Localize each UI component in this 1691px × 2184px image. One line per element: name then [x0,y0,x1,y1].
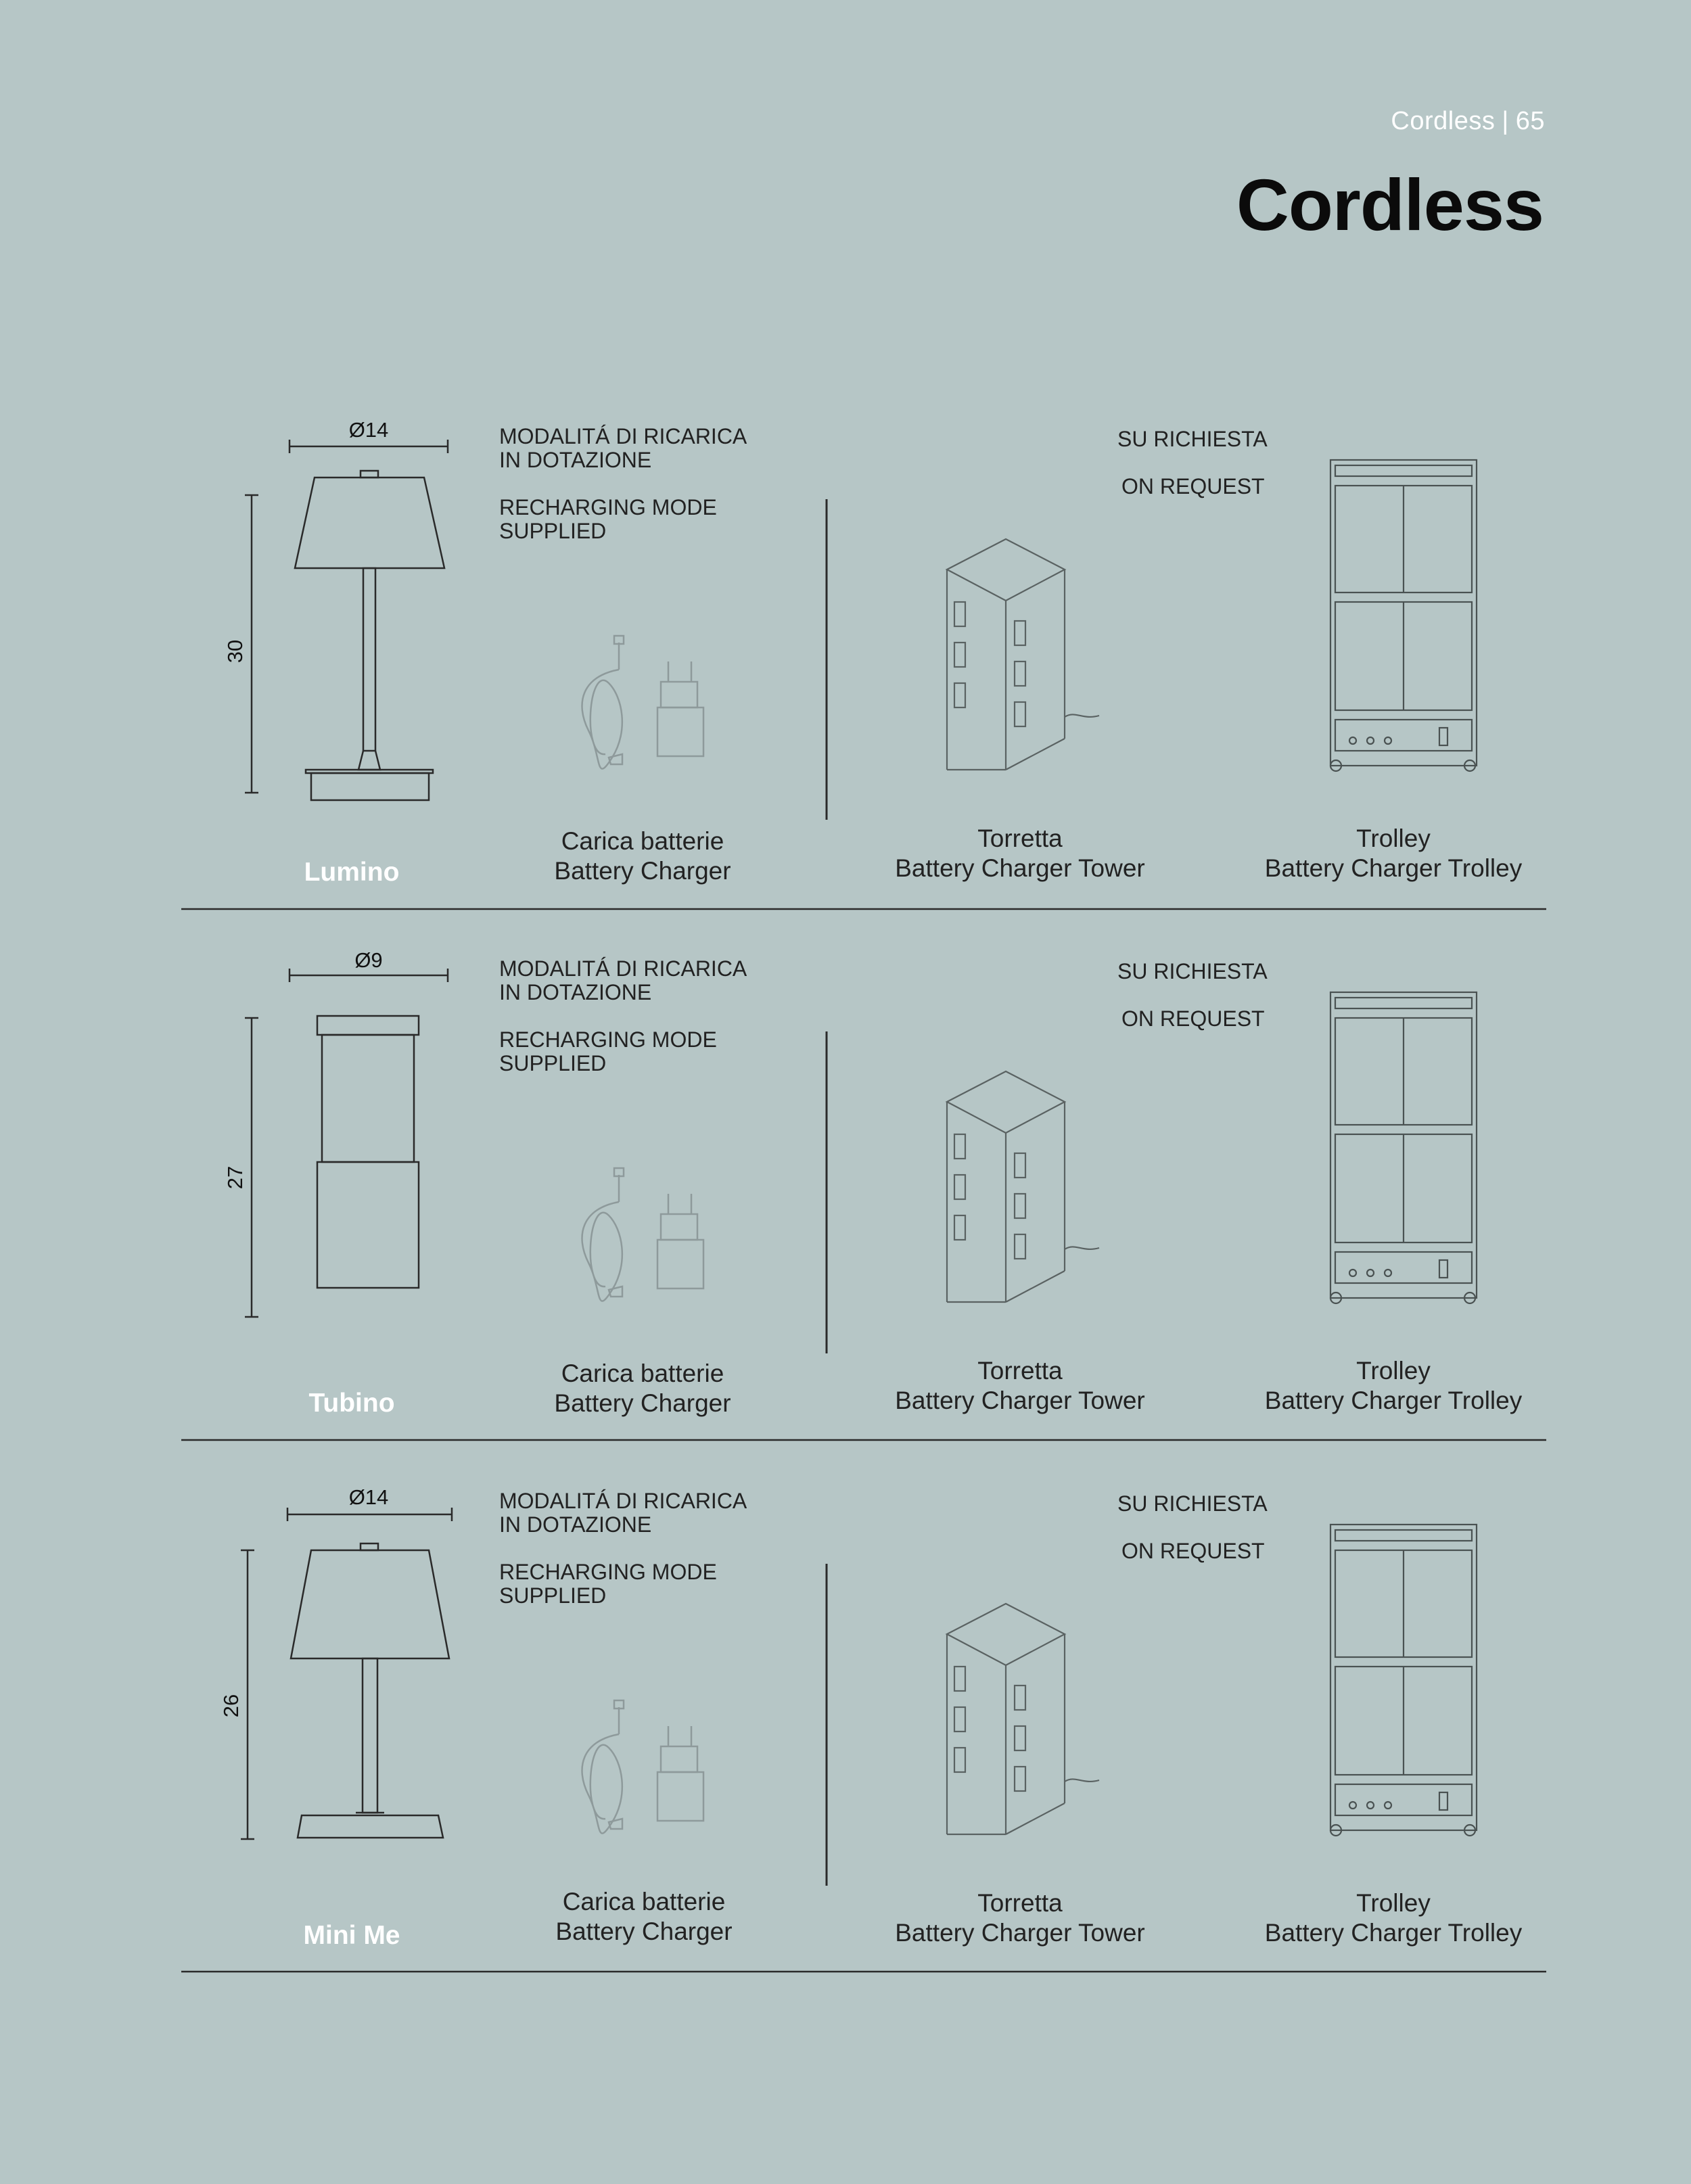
product-row-mini-me [0,1443,1691,1978]
row-rule-wrap [0,911,1691,1445]
supplied-it-line2: IN DOTAZIONE [499,1512,652,1537]
page-number: 65 [1515,107,1545,135]
diameter-label: Ø14 [348,418,389,442]
request-label-en: ON REQUEST [1121,1539,1265,1563]
row-rule-wrap [0,379,1691,913]
tower-caption-en: Battery Charger Tower [895,1919,1145,1947]
tower-caption-it: Torretta [977,1889,1063,1917]
page-title: Cordless [1236,164,1544,246]
height-label: 26 [219,1694,243,1718]
supplied-en-line2: SUPPLIED [499,1051,607,1075]
height-label: 30 [223,639,247,664]
charger-caption-en: Battery Charger [554,1389,731,1417]
tower-caption-en: Battery Charger Tower [895,1387,1145,1414]
diameter-label: Ø14 [348,1485,389,1509]
diameter-label: Ø9 [354,948,383,972]
charger-caption-it: Carica batterie [562,1888,726,1915]
product-name: Mini Me [303,1921,400,1950]
supplied-en-line1: RECHARGING MODE [499,1027,717,1052]
supplied-it-line1: MODALITÁ DI RICARICA [499,1489,747,1513]
tower-caption-it: Torretta [977,824,1063,852]
charger-caption-it: Carica batterie [561,1360,724,1387]
supplied-en-line2: SUPPLIED [499,1583,607,1608]
product-name: Lumino [304,858,400,887]
height-label: 27 [223,1165,247,1190]
supplied-it-line2: IN DOTAZIONE [499,980,652,1004]
supplied-en-line1: RECHARGING MODE [499,1560,717,1584]
running-header [1391,107,1545,136]
supplied-it-line1: MODALITÁ DI RICARICA [499,424,747,448]
supplied-en-line1: RECHARGING MODE [499,495,717,519]
supplied-en-line2: SUPPLIED [499,519,607,543]
product-row-tubino [0,911,1691,1445]
request-label-it: SU RICHIESTA [1117,959,1268,983]
request-label-en: ON REQUEST [1121,474,1265,498]
tower-caption-en: Battery Charger Tower [895,854,1145,882]
request-label-it: SU RICHIESTA [1117,1491,1268,1516]
trolley-caption-it: Trolley [1356,824,1431,852]
trolley-caption-en: Battery Charger Trolley [1264,1387,1523,1414]
running-header-separator: | [1502,107,1509,135]
supplied-it-line2: IN DOTAZIONE [499,448,652,472]
request-label-it: SU RICHIESTA [1117,427,1268,451]
running-header-section: Cordless [1391,107,1496,135]
trolley-caption-it: Trolley [1356,1357,1431,1385]
supplied-it-line1: MODALITÁ DI RICARICA [499,956,747,981]
product-row-lumino [0,379,1691,913]
request-label-en: ON REQUEST [1121,1006,1265,1031]
charger-caption-en: Battery Charger [554,857,731,885]
tower-caption-it: Torretta [977,1357,1063,1385]
charger-caption-en: Battery Charger [555,1918,733,1945]
trolley-caption-it: Trolley [1356,1889,1431,1917]
trolley-caption-en: Battery Charger Trolley [1264,854,1523,882]
trolley-caption-en: Battery Charger Trolley [1264,1919,1523,1947]
row-rule-wrap [0,1443,1691,1978]
charger-caption-it: Carica batterie [561,827,724,855]
product-name: Tubino [308,1389,395,1418]
